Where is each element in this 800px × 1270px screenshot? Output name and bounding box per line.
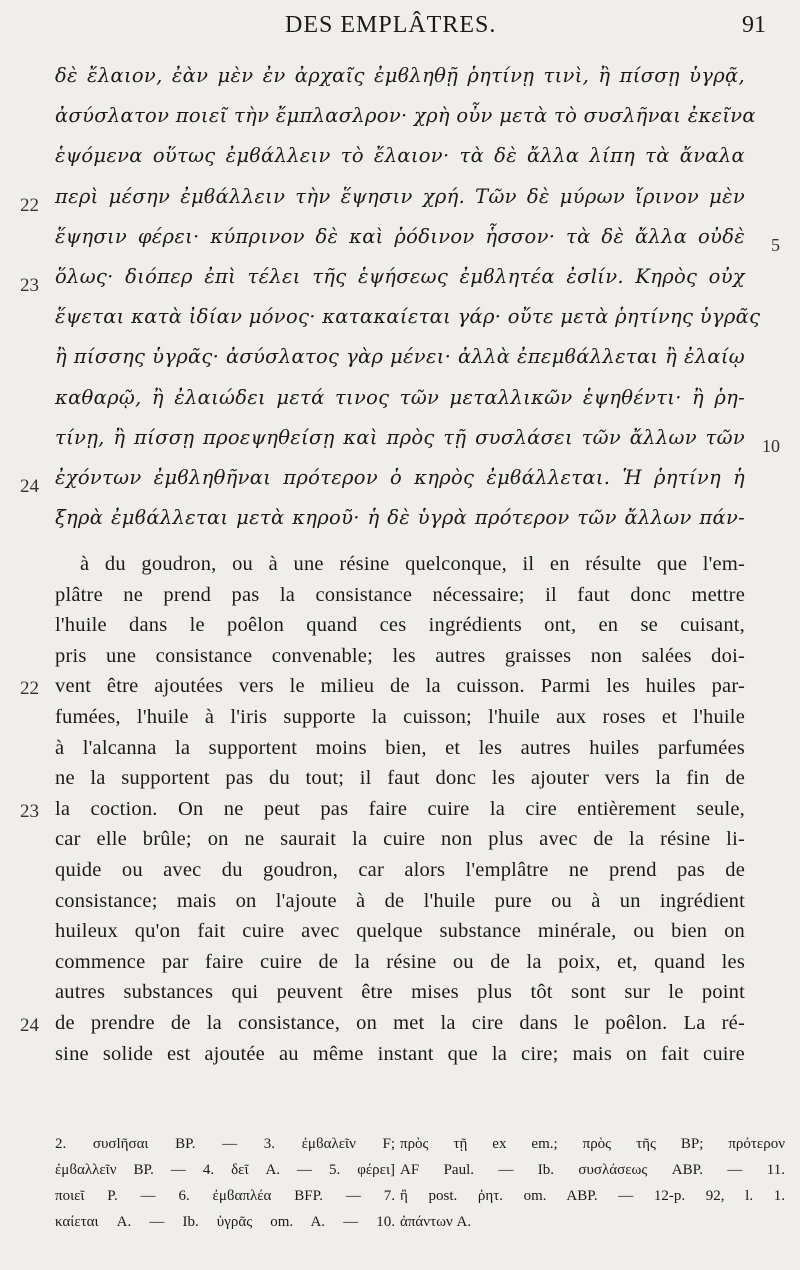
greek-line: δὲ ἔλαιον, ἐὰν μὲν ἐν ἀρχαῖς ἐμϐληθῇ ῥητίνῃ τινὶ, ἢ πίσσῃ ὑγρᾷ, <box>55 64 745 87</box>
greek-line: ὅλως· διόπερ ἐπὶ τέλει τῆς ἑψήσεως ἐμϐλητέα ἐσlίν. Κηρὸς οὐχ <box>55 265 745 288</box>
greek-line-count: 10 <box>762 435 780 456</box>
french-margin-number: 22 <box>20 678 39 700</box>
greek-line: ξηρὰ ἐμϐάλλεται μετὰ κηροῦ· ἡ δὲ ὑγρὰ πρότερον τῶν ἄλλων πάν- <box>55 506 745 530</box>
greek-line-count: 5 <box>771 234 780 255</box>
french-line: la coction. On ne peut pas faire cuire la cire entièrement seule, <box>55 797 745 820</box>
french-line: de prendre de la consistance, on met la cire dans le poêlon. La ré- <box>55 1012 745 1034</box>
french-line: ne la supportent pas du tout; il faut donc les ajouter vers la fin de <box>55 767 745 790</box>
french-margin-number: 24 <box>20 1015 39 1036</box>
greek-margin-number: 23 <box>20 275 39 296</box>
footnote-left-line: καίεται A. — Ib. ὑγρᾶς om. A. — 10. <box>55 1214 395 1230</box>
running-title: DES EMPLÂTRES. <box>285 12 497 38</box>
french-line: vent être ajoutées vers le milieu de la cuisson. Parmi les huiles par- <box>55 675 745 698</box>
footnote-left-line: ποιεῖ P. — 6. ἐμϐαπλέα BFP. — 7. <box>55 1188 395 1204</box>
french-line: l'huile dans le poêlon quand ces ingrédients ont, en se cuisant, <box>55 614 745 637</box>
greek-line: ἀσύσλατον ποιεῖ τὴν ἔμπλασλρον· χρὴ οὖν μετὰ τὸ συσλῆναι ἐκεῖνα <box>55 104 756 128</box>
french-line: fumées, l'huile à l'iris supporte la cuisson; l'huile aux roses et l'huile <box>55 706 745 728</box>
greek-margin-number: 22 <box>20 194 39 216</box>
french-line: pris une consistance convenable; les autres graisses non salées doi- <box>55 644 745 667</box>
french-line: consistance; mais on l'ajoute à de l'huile pure ou à un ingrédient <box>55 889 745 912</box>
footnote-right-line: ἢ post. ῥητ. om. ABP. — 12-p. 92, l. 1. <box>400 1188 785 1204</box>
greek-line: καθαρῷ, ἢ ἐλαιώδει μετά τινος τῶν μεταλλικῶν ἑψηθέντι· ἢ ῥη- <box>55 385 745 409</box>
footnote-right-line: ἀπάντων A. <box>400 1214 472 1230</box>
french-line: à du goudron, ou à une résine quelconque, il en résulte que l'em- <box>80 553 745 575</box>
french-line: commence par faire cuire de la résine ou de la poix, et, quand les <box>55 950 745 973</box>
footnote-right-line: AF Paul. — Ib. συσλάσεως ABP. — 11. <box>400 1162 785 1178</box>
french-line: plâtre ne prend pas la consistance nécessaire; il faut donc mettre <box>55 583 745 606</box>
french-margin-number: 23 <box>20 800 39 822</box>
french-line: à l'alcanna la supportent moins bien, et les autres huiles parfumées <box>55 736 745 759</box>
greek-line: περὶ μέσην ἐμϐάλλειν τὴν ἕψησιν χρή. Τῶν δὲ μύρων ἴρινον μὲν <box>55 184 745 208</box>
page-number: 91 <box>742 12 766 38</box>
french-line: car elle brûle; on ne saurait la cuire non plus avec de la résine li- <box>55 828 745 851</box>
page-header <box>0 12 800 46</box>
french-line: sine solide est ajoutée au même instant que la cire; mais on fait cuire <box>55 1042 745 1065</box>
french-line: quide ou avec du goudron, car alors l'emplâtre ne prend pas de <box>55 859 745 881</box>
greek-line: ἢ πίσσης ὑγρᾶς· ἀσύσλατος γὰρ μένει· ἀλλὰ ἐπεμϐάλλεται ἢ ἐλαίῳ <box>55 345 745 369</box>
greek-line: ἕψεται κατὰ ἰδίαν μόνος· κατακαίεται γάρ· οὔτε μετὰ ῥητίνης ὑγρᾶς <box>55 305 761 329</box>
footnote-right-line: πρὸς τῇ ex em.; πρὸς τῆς BP; πρότερον <box>400 1136 785 1152</box>
french-line: autres substances qui peuvent être mises plus tôt sont sur le point <box>55 981 745 1004</box>
french-line: huileux qu'on fait cuire avec quelque substance minérale, ou bien on <box>55 920 745 943</box>
greek-line: ἑψόμενα οὕτως ἐμϐάλλειν τὸ ἔλαιον· τὰ δὲ ἄλλα λίπη τὰ ἄναλα <box>55 144 745 168</box>
greek-line: ἕψησιν φέρει· κύπρινον δὲ καὶ ῥόδινον ἧσσον· τὰ δὲ ἄλλα οὐδὲ <box>55 224 745 248</box>
greek-line: τίνῃ, ἢ πίσσῃ προεψηθείσῃ καὶ πρὸς τῇ συσλάσει τῶν ἄλλων τῶν <box>55 425 745 449</box>
greek-margin-number: 24 <box>20 476 39 497</box>
footnote-left-line: 2. συσlῆσαι BP. — 3. ἐμϐαλεῖν F; <box>55 1136 395 1152</box>
footnote-left-line: ἐμϐαλλεῖν BP. — 4. δεῖ A. — 5. φέρει] <box>55 1162 395 1178</box>
greek-line: ἐχόντων ἐμϐληθῆναι πρότερον ὁ κηρὸς ἐμϐάλλεται. Ἡ ῥητίνη ἡ <box>55 466 745 489</box>
